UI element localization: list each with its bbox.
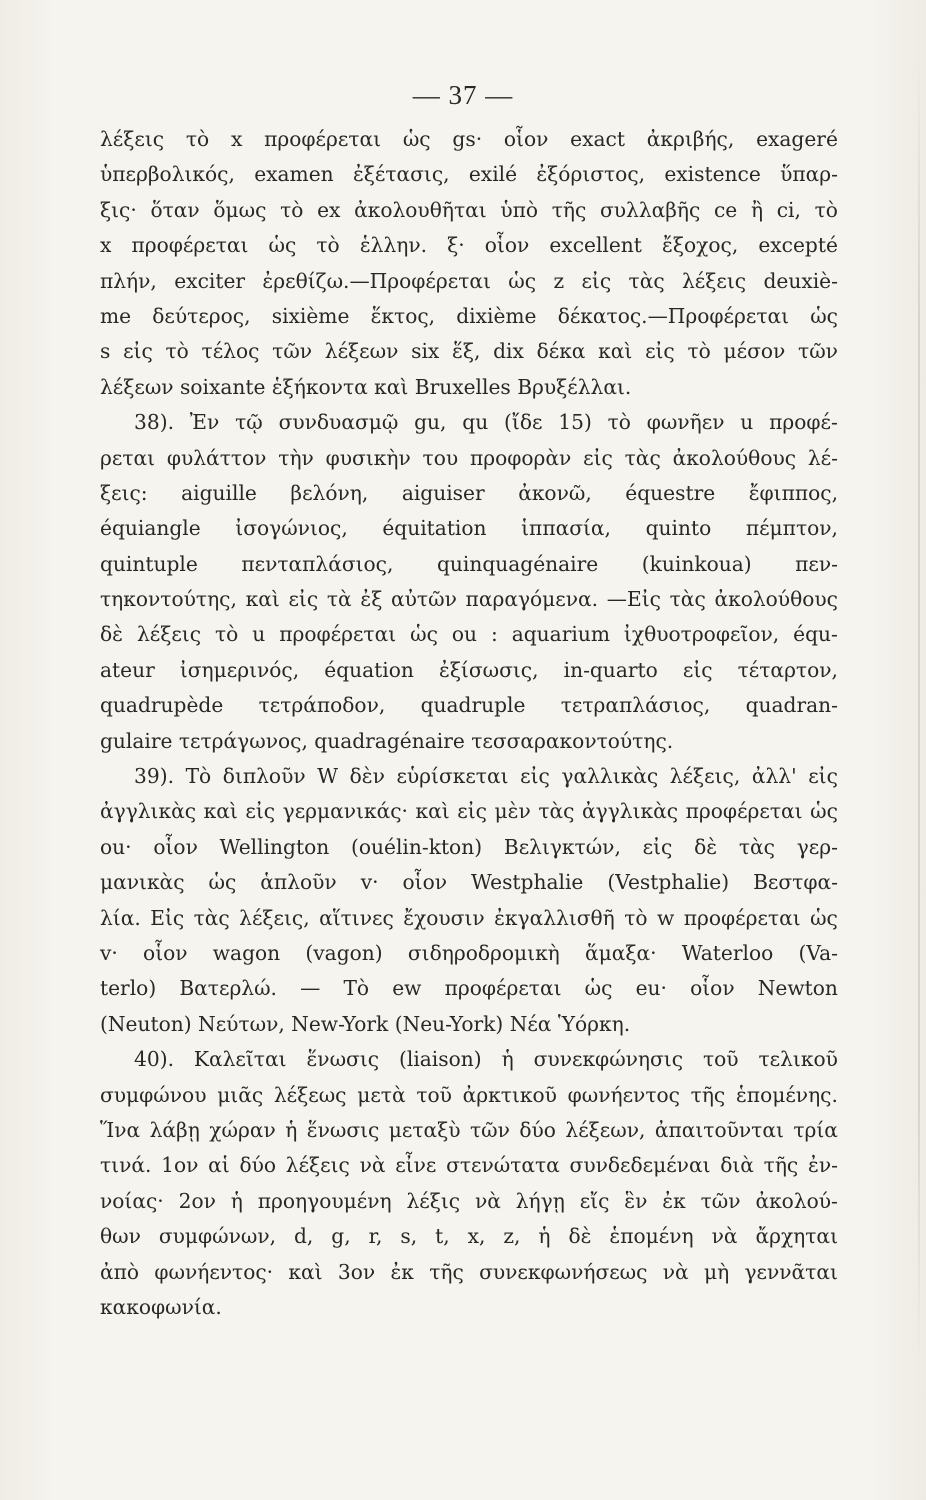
text-line: x προφέρεται ὡς τὸ ἑλλην. ξ· οἷον excellent ἔξοχος, excepté [100,233,838,258]
text-line: quadrupède τετράποδον, quadruple τετραπλάσιος, quadran- [100,693,838,718]
text-line: τηκοντούτης, καὶ εἰς τὰ ἐξ αὐτῶν παραγόμενα. —Εἰς τὰς ἀκολούθους [100,587,838,612]
text-line: δὲ λέξεις τὸ u προφέρεται ὡς ou : aquarium ἰχθυοτροφεῖον, équ- [100,622,838,647]
text-line: τινά. 1ον αἱ δύο λέξεις νὰ εἶνε στενώτατα συνδεδεμέναι διὰ τῆς ἐν- [100,1153,838,1178]
text-line: συμφώνου μιᾶς λέξεως μετὰ τοῦ ἀρκτικοῦ φωνήεντος τῆς ἑπομένης. [100,1082,838,1107]
text-line: quintuple πενταπλάσιος, quinquagénaire (kuinkoua) πεν- [100,551,838,576]
text-line: μανικὰς ὡς ἁπλοῦν v· οἷον Westphalie (Vestphalie) Βεστφα- [100,870,838,895]
text-line: ξις· ὅταν ὅμως τὸ ex ἀκολουθῆται ὑπὸ τῆς συλλαβῆς ce ἢ ci, τὸ [100,197,838,222]
text-line: ρεται φυλάττον τὴν φυσικὴν του προφορὰν εἰς τὰς ἀκολούθους λέ- [100,445,838,470]
text-line: κακοφωνία. [100,1294,222,1319]
text-line: λέξεις τὸ x προφέρεται ὡς gs· οἷον exact ἀκριβής, exageré [100,127,838,151]
text-line: ἀπὸ φωνήεντος· καὶ 3ον ἐκ τῆς συνεκφωνήσεως νὰ μὴ γεννᾶται [100,1259,838,1284]
text-line: me δεύτερος, sixième ἕκτος, dixième δέκατος.—Προφέρεται ὡς [100,303,838,328]
text-line: ξεις: aiguille βελόνη, aiguiser ἀκονῶ, équestre ἔφιππος, [100,480,838,505]
text-line: ateur ἰσημερινός, équation ἐξίσωσις, in-quarto εἰς τέταρτον, [100,657,838,682]
text-line: 38). Ἐν τῷ συνδυασμῷ gu, qu (ἴδε 15) τὸ φωνῆεν u προφέ- [134,410,838,435]
text-line: ou· οἷον Wellington (ouélin-kton) Βελιγκτών, εἰς δὲ τὰς γερ- [100,834,838,859]
text-line: 40). Καλεῖται ἕνωσις (liaison) ἡ συνεκφώνησις τοῦ τελικοῦ [134,1047,838,1072]
text-line: λέξεων soixante ἑξήκοντα καὶ Bruxelles Βρυξέλλαι. [100,374,632,399]
text-line: s εἰς τὸ τέλος τῶν λέξεων six ἕξ, dix δέκα καὶ εἰς τὸ μέσον τῶν [100,339,838,364]
text-line: ὑπερβολικός, examen ἐξέτασις, exilé ἐξόριστος, existence ὕπαρ- [100,162,838,187]
text-line: θων συμφώνων, d, g, r, s, t, x, z, ἡ δὲ ἑπομένη νὰ ἄρχηται [100,1224,838,1249]
text-line: πλήν, exciter ἐρεθίζω.—Προφέρεται ὡς z εἰς τὰς λέξεις deuxiè- [100,268,838,293]
text-line: Ἵνα λάβῃ χώραν ἡ ἕνωσις μεταξὺ τῶν δύο λέξεων, ἀπαιτοῦνται τρία [100,1117,838,1142]
text-line: (Neuton) Νεύτων, New-York (Neu-York) Νέα Ὑόρκη. [100,1011,631,1036]
text-line: νοίας· 2ον ἡ προηγουμένη λέξις νὰ λήγῃ εἴς ἓν ἐκ τῶν ἀκολού- [100,1188,838,1213]
text-line: v· οἷον wagon (vagon) σιδηροδρομικὴ ἅμαξα· Waterloo (Va- [100,940,838,965]
text-line: équiangle ἰσογώνιος, équitation ἱππασία, quinto πέμπτον, [100,516,838,541]
page-number: — 37 — [412,80,514,110]
text-line: 39). Τὸ διπλοῦν W δὲν εὑρίσκεται εἰς γαλλικὰς λέξεις, ἀλλ' εἰς [134,764,838,789]
text-line: ἀγγλικὰς καὶ εἰς γερμανικάς· καὶ εἰς μὲν τὰς ἀγγλικὰς προφέρεται ὡς [100,799,838,824]
body-text [100,122,838,1325]
page-edge-shadow [918,60,920,1360]
text-line: λία. Εἰς τὰς λέξεις, αἵτινες ἔχουσιν ἐκγαλλισθῆ τὸ w προφέρεται ὡς [100,905,838,930]
text-line: terlo) Βατερλώ. — Τὸ ew προφέρεται ὡς eu· οἷον Newton [100,976,838,1001]
text-line: gulaire τετράγωνος, quadragénaire τεσσαρακοντούτης. [100,728,674,753]
